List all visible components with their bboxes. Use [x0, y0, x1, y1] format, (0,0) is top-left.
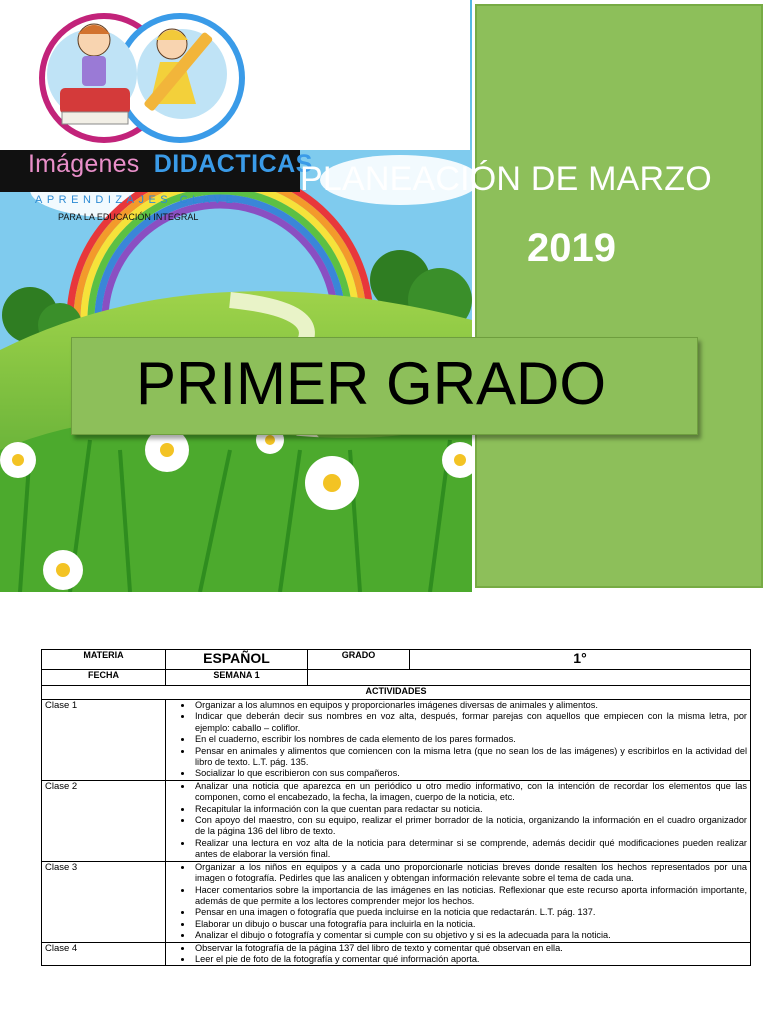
- activity-item: • Con apoyo del maestro, con su equipo, realizar el primer borrador de la noticia, organizando la información en el cuadro organizador de la página 136 del libro de texto.: [193, 815, 747, 838]
- activity-item: • Realizar una lectura en voz alta de la noticia para determinar si se comprende, además decidir qué modificaciones pueden realizar antes de elaborar la versión final.: [193, 838, 747, 861]
- logo-tagline: PARA LA EDUCACIÓN INTEGRAL: [58, 212, 199, 222]
- clase-row: [42, 700, 751, 781]
- grade-title: PRIMER GRADO: [136, 350, 607, 417]
- semana-value: SEMANA 1: [166, 670, 308, 686]
- clase-row: [42, 861, 751, 942]
- clase-row: [42, 780, 751, 861]
- clase-activities: [166, 861, 751, 942]
- logo-title-part2: DIDACTICAS: [153, 150, 313, 178]
- activity-item: • Recapitular la información con la que cuentan para redactar su noticia.: [193, 804, 747, 815]
- activity-item: • Leer el pie de foto de la fotografía y comentar qué información aporta.: [193, 954, 747, 965]
- activity-item: • Indicar que deberán decir sus nombres en voz alta, después, formar parejas con aquellos que empiecen con la misma letra, por ejemplo: caballo – coliflor.: [193, 711, 747, 734]
- activity-item: • Analizar el dibujo o fotografía y comentar si cumple con su objetivo y si es la adecuada para la noticia.: [193, 930, 747, 941]
- clase-activities: [166, 780, 751, 861]
- clase-label: Clase 2: [42, 780, 166, 861]
- table-row: [42, 650, 751, 670]
- planning-table: [41, 649, 751, 966]
- logo-title-part1: Imágenes: [28, 150, 140, 178]
- clase-activities: [166, 942, 751, 966]
- fecha-empty-cell: [308, 670, 751, 686]
- clase-row: [42, 942, 751, 966]
- fecha-label: FECHA: [42, 670, 166, 686]
- activity-item: • Observar la fotografía de la página 137 del libro de texto y comentar qué observan en ella.: [193, 943, 747, 954]
- clase-label: Clase 4: [42, 942, 166, 966]
- clase-label: Clase 1: [42, 700, 166, 781]
- activity-item: • Organizar a los alumnos en equipos y proporcionarles imágenes diversas de animales y alimentos.: [193, 700, 747, 711]
- activity-item: • Pensar en una imagen o fotografía que pueda incluirse en la noticia que redactarán. L.T. pág. 137.: [193, 907, 747, 918]
- title-panel: [475, 4, 763, 588]
- table-row: [42, 686, 751, 700]
- actividades-label: ACTIVIDADES: [42, 686, 751, 700]
- materia-value: ESPAÑOL: [166, 650, 308, 670]
- cover-title: PLANEACIÓN DE MARZO: [300, 160, 712, 198]
- cover-year: 2019: [527, 226, 616, 270]
- logo-title: [28, 150, 313, 179]
- logo-illustration: [32, 4, 247, 150]
- materia-label: MATERIA: [42, 650, 166, 670]
- activity-item: • En el cuaderno, escribir los nombres de cada elemento de los pares formados.: [193, 734, 747, 745]
- clase-activities: [166, 700, 751, 781]
- logo-subtitle: APRENDIZAJES CLAVE: [35, 194, 238, 206]
- table-row: [42, 670, 751, 686]
- activity-item: • Socializar lo que escribieron con sus compañeros.: [193, 768, 747, 779]
- activity-item: • Elaborar un dibujo o buscar una fotografía para incluirla en la noticia.: [193, 919, 747, 930]
- activity-item: • Analizar una noticia que aparezca en un periódico u otro medio informativo, con la intención de recordar los elementos que las componen, como el encabezado, la fecha, la imagen, cuerpo de la noticia, etc.: [193, 781, 747, 804]
- activity-item: • Pensar en animales y alimentos que comiencen con la misma letra (que no sean los de las imágenes) y escribirlos en la actividad del libro de texto. L.T. pág. 135.: [193, 746, 747, 769]
- clase-label: Clase 3: [42, 861, 166, 942]
- activity-item: • Organizar a los niños en equipos y a cada uno proporcionarle noticias breves donde resalten los hechos representados por una imagen o fotografía. Pedirles que las analicen y obtengan información relevante sobre el tema de cada una.: [193, 862, 747, 885]
- grado-label: GRADO: [308, 650, 410, 670]
- grado-value: 1°: [410, 650, 751, 670]
- activity-item: • Hacer comentarios sobre la importancia de las imágenes en las noticias. Reflexionar que este recurso aporta información importante, además de que permite a los lectores comprender mejor los hechos.: [193, 885, 747, 908]
